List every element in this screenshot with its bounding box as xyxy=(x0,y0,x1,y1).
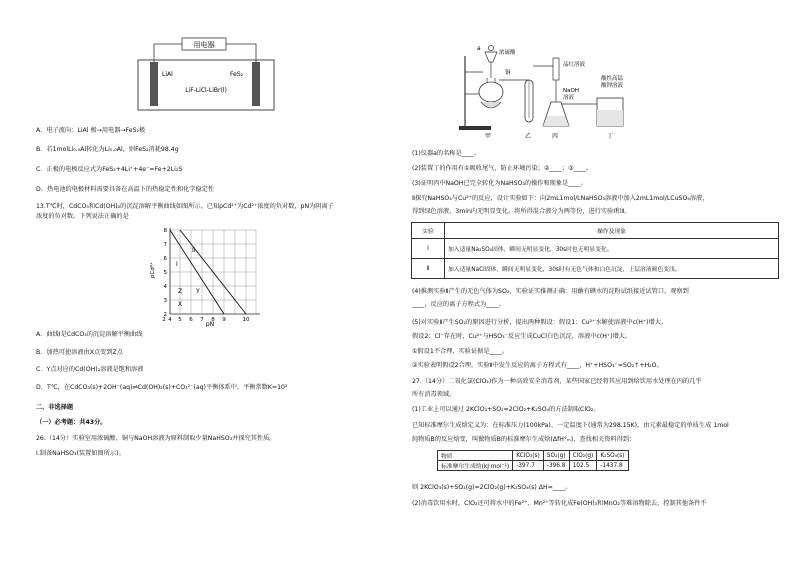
q13-option-c: C．Y点对应的Cd(OH)₂溶液是饱和溶液 xyxy=(36,366,144,373)
y-tick: 2 xyxy=(163,312,167,318)
q13-stem-1: 13.T℃时，CdCO₃和Cd(OH)₂的沉淀溶解平衡曲线如图所示。已知pCd²⁺为Cd²⁺浓度的负对数，pN为阴离子 xyxy=(36,203,334,210)
y-tick: 3 xyxy=(163,298,167,304)
battery-diagram xyxy=(130,34,280,114)
y-tick: 7 xyxy=(163,242,167,248)
q12-option-c: C．正极的电极反应式为FeS₂+4Li⁺+4e⁻=Fe+2Li₂S xyxy=(36,166,183,173)
device-label: 用电器 xyxy=(193,41,215,49)
q26-line-2: Ⅰ.制备NaHSO₃(装置如图所示)。 xyxy=(36,450,125,457)
enthalpy-table xyxy=(437,450,629,471)
q13-option-d: D．T℃，在CdCO₃(s)+2OH⁻(aq)⇌Cd(OH)₂(s)+CO₃²⁻(aq)平衡体系中，平衡常数K=10² xyxy=(36,384,288,391)
label-z: Z xyxy=(178,288,183,295)
label-a: a xyxy=(477,45,481,52)
table-header: 实验 xyxy=(412,223,445,239)
q27-line-1: 27.（14分）二氧化氯(ClO₂)作为一种高效安全消毒剂，某些国家已经将其应用到给饮用水处理在内的几乎 xyxy=(412,378,702,385)
electrolyte-label: LiF-LiCl-LiBr(l) xyxy=(185,87,227,94)
table-cell: 102.5 xyxy=(569,461,597,471)
q27-1: (1)工业上可以通过 2KClO₃+SO₂=2ClO₂+K₂SO₄的方法制取ClO₂。 xyxy=(412,406,600,413)
xlabel: pN xyxy=(205,321,215,327)
q13-option-b: B．加热可使溶液由X点变到Z点 xyxy=(36,349,123,356)
label-kmno4-2: 酸钾溶液 xyxy=(601,83,624,89)
x-tick: 7 xyxy=(200,317,204,323)
q27-4: (2)消毒饮用水时，ClO₂还可将水中的Fe²⁺、Mn²⁺等转化成Fe(OH)₃和MnO₂等难溶物除去，控制其他条件不 xyxy=(412,500,707,507)
q12-option-a: A．电子流向：LiAl 极→用电器→FeS₂极 xyxy=(36,127,146,134)
q26-2: (2)装置丁的作用有①吸收尾气，防止环境污染；②____；③____。 xyxy=(412,165,593,172)
q26-line-1: 26.（14分）实验室用浓硫酸、铜与NaOH溶液为原料制取少量NaHSO₃并探究其性质。 xyxy=(36,435,276,442)
q27-3: 则 2KClO₃(s)+SO₂(g)=2ClO₂(g)+K₂SO₄(s) ΔH=____。 xyxy=(412,484,572,491)
x-tick: 10 xyxy=(242,317,250,323)
q26-3: (3)证明丙中NaOH已完全转化为NaHSO₃的操作和现象是____。 xyxy=(412,180,587,187)
q26-5c: ①假设1不合理，实验证据是____。 xyxy=(412,348,509,355)
q26-4b: ____，反应的离子方程式为____。 xyxy=(412,301,505,308)
table-cell: -1437.8 xyxy=(597,461,628,471)
y-tick: 5 xyxy=(163,270,167,276)
q13-chart xyxy=(148,222,263,327)
q12-option-d: D．热电池的电极材料需要具备在高温下的热稳定性和化学稳定性 xyxy=(36,186,215,193)
y-tick: 8 xyxy=(163,228,167,234)
q27-2b: 纯物质B的反应焓变，叫做物质B的标准摩尔生成焓(ΔfH°ₘ)，查找相关资料得到： xyxy=(412,436,636,443)
label-i: I xyxy=(176,261,178,268)
left-electrode-label: LiAl xyxy=(162,71,173,78)
section-2-sub: （一）必考题：共43分。 xyxy=(36,419,107,426)
q26-5b: 假设2：Cl⁻存在时，Cu²⁺与HSO₃⁻反应生成CuCl白色沉淀，溶液中c(H⁺)增大。 xyxy=(412,333,632,340)
y-tick: 4 xyxy=(163,284,167,290)
x-tick: 2 xyxy=(162,317,166,323)
label-bing: 丙 xyxy=(552,133,559,140)
experiment-table xyxy=(411,222,779,279)
label-y: Y xyxy=(196,288,200,295)
label-naoh: NaOH xyxy=(563,88,579,94)
x-tick: 8 xyxy=(211,317,215,323)
q26-ii-1: Ⅱ探究NaHSO₃与Cu²⁺的反应，设计实验如下：向2mL1mol/LNaHSO₃溶液中加入2mL1mol/LCuSO₄溶液， xyxy=(412,195,709,202)
q27-line-2: 所有消毒领域。 xyxy=(412,391,456,398)
q13-stem-2: 浓度的负对数。下列说法正确的是 xyxy=(36,213,129,220)
table-cell: -397.7 xyxy=(513,461,544,471)
x-tick: 6 xyxy=(189,317,193,323)
table-cell: Ⅱ xyxy=(412,259,445,279)
x-tick: 5 xyxy=(178,317,182,323)
q12-option-b: B．若1molLi₀.₀Al转化为Li₀.₀Al，则FeS₂消耗98.4g xyxy=(36,146,179,153)
label-naoh-2: 溶液 xyxy=(563,95,575,101)
q26-1: (1)仪器a的名称是____。 xyxy=(412,150,481,157)
table-cell: 加入适量Na₂SO₄固体，瞬间无明显变化，30s时也无明显变化。 xyxy=(445,239,779,259)
table-cell: Ⅰ xyxy=(412,239,445,259)
label-x: X xyxy=(178,301,183,308)
q26-4a: (4)推测实验Ⅱ产生的无色气体为SO₂，实验证实推测正确：用蘸有碘水的淀粉试纸接近试管口，观察到 xyxy=(412,288,689,295)
table-cell: 加入适量NaCl固体，瞬间无明显变化，30s时有无色气体和白色沉淀，上层溶液颜色变浅。 xyxy=(445,259,779,279)
label-yi: 乙 xyxy=(525,133,532,140)
right-electrode-label: FeS₂ xyxy=(230,71,244,78)
table-cell: -396.8 xyxy=(543,461,569,471)
table-header: K₂SO₄(s) xyxy=(597,451,628,461)
x-tick: 9 xyxy=(222,317,226,323)
section-2-title: 二、非选择题 xyxy=(36,404,74,411)
table-header: KClO₃(s) xyxy=(513,451,544,461)
q26-ii-2: 得到绿色溶液，3min内无明显变化。将所得混合液分为两等份，进行实验Ⅰ和Ⅱ。 xyxy=(412,208,631,215)
table-header: SO₂(g) xyxy=(543,451,569,461)
table-header: ClO₂(g) xyxy=(569,451,597,461)
label-kmno4-1: 酸性高锰 xyxy=(601,76,624,82)
label-conc-acid: 浓硫酸 xyxy=(499,50,516,56)
label-copper: 铜 xyxy=(505,70,511,76)
label-litmus: 品红溶液 xyxy=(563,62,586,68)
x-tick: 4 xyxy=(168,317,172,323)
ylabel: pCd²⁺ xyxy=(150,262,156,278)
q27-2a: 已知标准摩尔生成焓定义为：在标准压力(100kPa)、一定温度下(通常为298.15K)，由元素最稳定的单质生成 1mol xyxy=(412,422,729,429)
label-ii: II xyxy=(192,247,196,254)
table-header: 操作及现象 xyxy=(445,223,779,239)
apparatus-diagram xyxy=(457,42,687,140)
y-tick: 6 xyxy=(163,256,167,262)
table-header: 物质 xyxy=(438,451,513,461)
label-jia: 甲 xyxy=(485,133,492,140)
q26-5d: ②实验表明假设2合理，实验Ⅱ中发生反应的离子方程式有____，H⁺+HSO₃⁻=SO₂↑+H₂O。 xyxy=(412,362,663,369)
q13-option-a: A．曲线I是CdCO₃的沉淀溶解平衡曲线 xyxy=(36,331,143,338)
q26-5a: (5)对实验Ⅱ产生SO₂的原因进行分析，提出两种假设：假设1：Cu²⁺水解使溶液中c(H⁺)增大。 xyxy=(412,319,668,326)
table-cell: 标准摩尔生成焓(kJ·mol⁻¹) xyxy=(438,461,513,471)
label-ding: 丁 xyxy=(607,133,614,140)
